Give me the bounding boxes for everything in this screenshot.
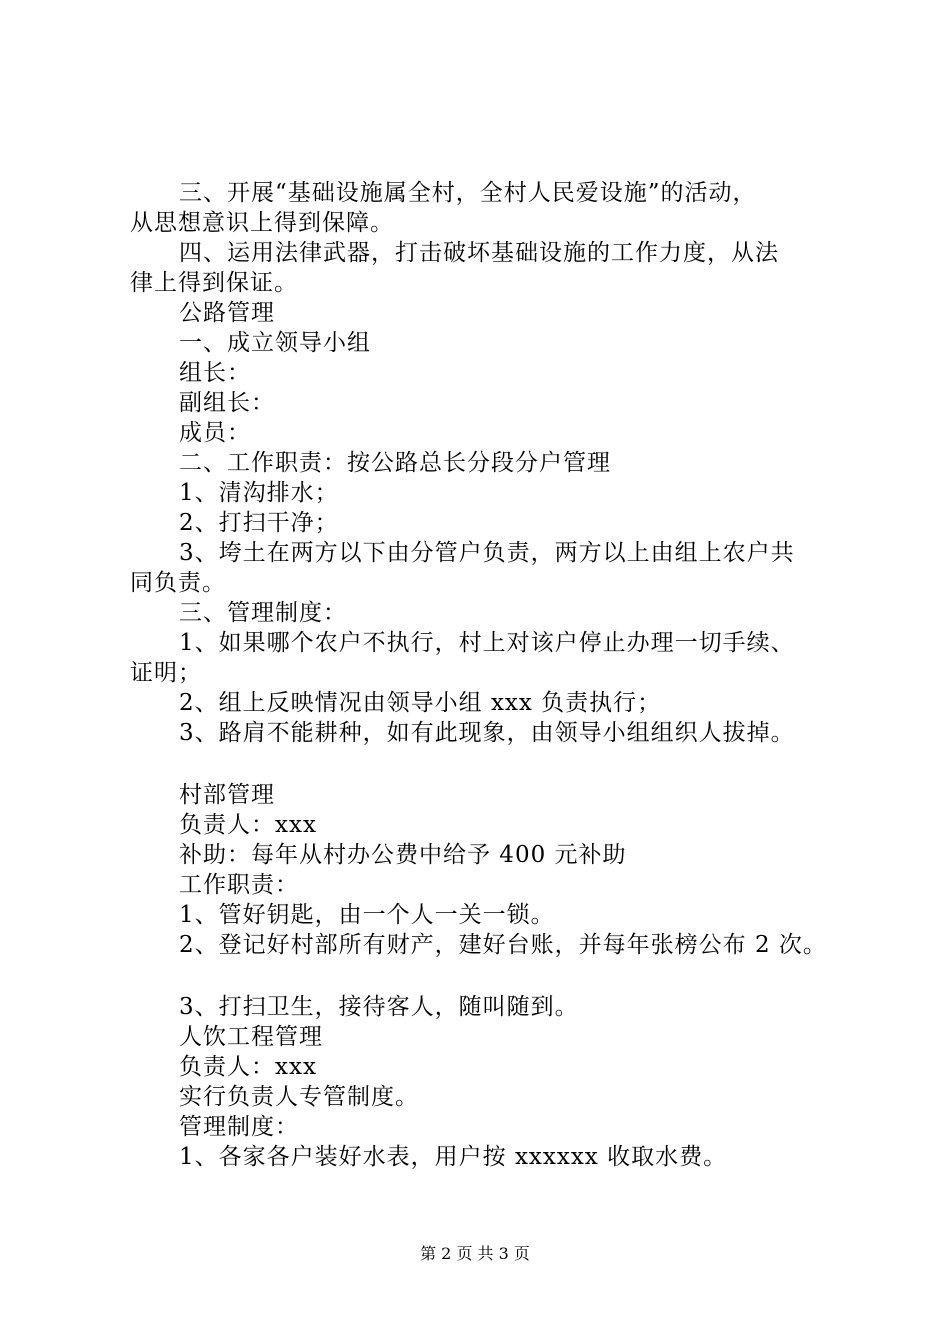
paragraph-line: 成员： xyxy=(179,420,251,446)
paragraph-line: 3、垮土在两方以下由分管户负责，两方以上由组上农户共 xyxy=(179,540,795,566)
paragraph-line: 四、运用法律武器，打击破坏基础设施的工作力度，从法 xyxy=(179,240,779,266)
paragraph-line: 律上得到保证。 xyxy=(130,270,298,296)
paragraph-line: 负责人：xxx xyxy=(179,812,317,838)
paragraph-line: 二、工作职责：按公路总长分段分户管理 xyxy=(179,450,611,476)
paragraph-line: 负责人：xxx xyxy=(179,1054,317,1080)
paragraph-line: 1、如果哪个农户不执行，村上对该户停止办理一切手续、 xyxy=(179,630,795,656)
paragraph-line: 2、登记好村部所有财产，建好台账，并每年张榜公布 2 次。 xyxy=(179,932,827,958)
paragraph-line: 从思想意识上得到保障。 xyxy=(130,210,394,236)
paragraph-line: 3、路肩不能耕种，如有此现象，由领导小组组织人拔掉。 xyxy=(179,720,795,746)
section-heading: 人饮工程管理 xyxy=(179,1024,323,1050)
paragraph-line: 三、管理制度： xyxy=(179,600,347,626)
paragraph-line: 1、管好钥匙，由一个人一关一锁。 xyxy=(179,902,555,928)
paragraph-line: 实行负责人专管制度。 xyxy=(179,1084,419,1110)
section-heading: 公路管理 xyxy=(179,300,275,326)
paragraph-line: 副组长： xyxy=(179,390,275,416)
paragraph-line: 三、开展“基础设施属全村，全村人民爱设施”的活动， xyxy=(179,180,757,206)
paragraph-line: 一、成立领导小组 xyxy=(179,330,371,356)
paragraph-line: 管理制度： xyxy=(179,1114,299,1140)
paragraph-line: 3、打扫卫生，接待客人，随叫随到。 xyxy=(179,994,579,1020)
paragraph-line: 证明； xyxy=(130,660,202,686)
paragraph-line: 同负责。 xyxy=(130,570,226,596)
paragraph-line: 组长： xyxy=(179,360,251,386)
paragraph-line: 2、组上反映情况由领导小组 xxx 负责执行； xyxy=(179,690,662,716)
paragraph-line: 1、清沟排水； xyxy=(179,480,339,506)
paragraph-line: 1、各家各户装好水表，用户按 xxxxxx 收取水费。 xyxy=(179,1144,728,1170)
blank-line xyxy=(130,748,840,780)
paragraph-line: 补助：每年从村办公费中给予 400 元补助 xyxy=(179,842,627,868)
page-footer: 第 2 页 共 3 页 xyxy=(420,1244,530,1263)
blank-line xyxy=(130,960,840,992)
paragraph-line: 工作职责： xyxy=(179,872,299,898)
document-body xyxy=(130,178,840,1172)
paragraph-line: 2、打扫干净； xyxy=(179,510,339,536)
section-heading: 村部管理 xyxy=(179,782,275,808)
